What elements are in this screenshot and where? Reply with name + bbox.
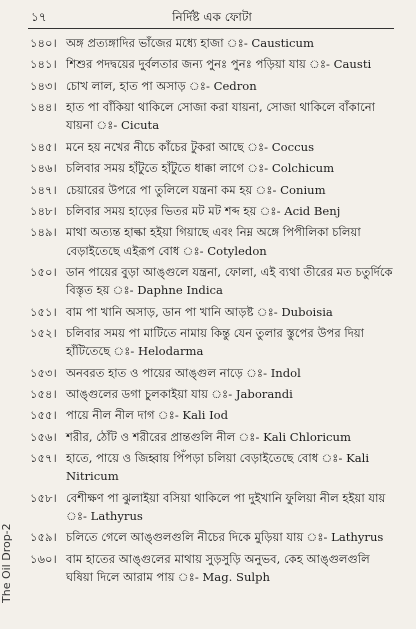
remedy-entry xyxy=(30,303,398,321)
entry-number: ১৫১। xyxy=(30,304,57,319)
remedy-entry xyxy=(30,77,398,95)
entry-number: ১৫২। xyxy=(30,325,57,340)
remedy-entry xyxy=(30,324,398,360)
entry-text: মাথা অত্যন্ত হাল্কা হইয়া গিয়াছে এবং নিম্ন অঙ্গে পিপীলিকা চলিয়া বেড়াইতেছে এইরূপ বোধ ঃ- Cotyledon xyxy=(66,225,361,258)
entry-number: ১৫৮। xyxy=(30,490,57,505)
remedy-entry xyxy=(30,181,398,199)
entry-number: ১৫৬। xyxy=(30,429,57,444)
page-number: ১৭ xyxy=(31,10,47,24)
entry-text: চলিবার সময় হাঁটুতে হাঁটুতে ধাক্কা লাগে ঃ- Colchicum xyxy=(66,161,335,176)
remedy-entry xyxy=(30,138,398,156)
remedy-entry xyxy=(30,98,398,134)
entry-number: ১৪৫। xyxy=(30,139,57,154)
entry-number: ১৬০। xyxy=(30,551,57,566)
spine-text: The Oil Drop-2 xyxy=(0,523,13,603)
entry-number: ১৪৮। xyxy=(30,203,57,218)
entry-text: অনবরত হাত ও পায়ের আঙ্গুল নাড়ে ঃ- Indol xyxy=(66,365,301,380)
entry-text: চলিতে গেলে আঙ্গুলগুলি নীচের দিকে মুড়িয়া যায় ঃ- Lathyrus xyxy=(66,530,384,545)
entry-text: বাম পা খানি অসাড়, ডান পা খানি আড়ষ্ট ঃ- Duboisia xyxy=(66,304,333,319)
entry-number: ১৪১। xyxy=(30,57,57,72)
remedy-entry xyxy=(30,263,398,299)
entry-number: ১৫৫। xyxy=(30,408,57,423)
remedy-entry xyxy=(30,364,398,382)
entry-number: ১৪৪। xyxy=(30,100,57,115)
entry-text: পায়ে নীল নীল দাগ ঃ- Kali Iod xyxy=(66,408,229,423)
entry-text: মনে হয় নখের নীচে কাঁচের টুকরা আছে ঃ- Coccus xyxy=(66,139,315,154)
remedy-entry xyxy=(30,34,398,52)
entry-text: চলিবার সময় পা মাটিতে নামায় কিন্তু যেন তুলার স্তুপের উপর দিয়া হাঁটিতেছে ঃ- Helodarma xyxy=(66,325,365,359)
entry-text: আঙ্গুলের ডগা চুলকাইয়া যায় ঃ- Jaborandi xyxy=(66,386,293,401)
entry-text: অঙ্গ প্রত্যঙ্গাদির ভাঁজের মধ্যে হাজা ঃ- Causticum xyxy=(66,36,314,50)
entry-text: ডান পায়ের বুড়া আঙ্গুলে যন্ত্রনা, ফোলা, এই ব্যথা তীরের মত চতুর্দিকে বিস্তৃত হয় ঃ- Daphne Indica xyxy=(66,264,393,298)
entry-number: ১৪৬। xyxy=(30,161,57,176)
entry-text: চেয়ারের উপরে পা তুলিলে যন্ত্রনা কম হয় ঃ- Conium xyxy=(66,182,326,197)
remedy-entry xyxy=(30,449,398,485)
remedy-entry xyxy=(30,489,398,525)
entry-text: চোখ লাল, হাত পা অসাড় ঃ- Cedron xyxy=(66,78,257,93)
remedy-entry xyxy=(30,528,398,546)
entry-number: ১৫৯। xyxy=(30,530,57,545)
remedy-entry xyxy=(30,159,398,177)
entry-text: হাতে, পায়ে ও জিহ্বায় পিঁপড়া চলিয়া বেড়াইতেছে বোধ ঃ- Kali Nitricum xyxy=(66,451,370,484)
entry-number: ১৪৭। xyxy=(30,182,57,197)
entry-number: ১৫০। xyxy=(30,264,57,279)
remedy-entry xyxy=(30,550,398,586)
remedy-entry xyxy=(30,202,398,220)
remedy-entry xyxy=(30,428,398,446)
entry-text: বাম হাতের আঙ্গুলের মাথায় সুড়সুড়ি অনুভব, কেহ আঙ্গুলগুলি ঘষিয়া দিলে আরাম পায় ঃ- Mag. Sulph xyxy=(66,551,370,584)
entry-text: শিশুর পদদ্বয়ের দুর্বলতার জন্য পুনঃ পুনঃ পড়িয়া যায় ঃ- Causti xyxy=(66,57,372,72)
entry-text: শরীর, ঠোঁট ও শরীরের প্রান্তগুলি নীল ঃ- Kali Chloricum xyxy=(66,429,351,444)
page-header xyxy=(28,9,396,27)
entry-number: ১৫৭। xyxy=(30,451,57,466)
remedy-entry xyxy=(30,55,398,73)
entry-text: হাত পা বাঁকিয়া থাকিলে সোজা করা যায়না, সোজা থাকিলে বাঁকানো যায়না ঃ- Cicuta xyxy=(66,100,376,133)
entry-text: চলিবার সময় হাড়ের ভিতর মট মট শব্দ হয় ঃ- Acid Benj xyxy=(66,203,341,218)
remedy-list xyxy=(30,34,398,589)
running-title: নির্দিষ্ট এক ফোটা xyxy=(172,10,252,24)
header-rule xyxy=(28,28,394,29)
entry-number: ১৫৩। xyxy=(30,365,57,380)
entry-number: ১৫৪। xyxy=(30,386,57,401)
remedy-entry xyxy=(30,406,398,424)
entry-number: ১৪০। xyxy=(30,36,57,50)
entry-number: ১৪৩। xyxy=(30,78,57,93)
entry-text: বেশীক্ষণ পা ঝুলাইয়া বসিয়া থাকিলে পা দুইখানি ফুলিয়া নীল হইয়া যায় ঃ- Lathyrus xyxy=(66,490,386,523)
remedy-entry xyxy=(30,223,398,259)
remedy-entry xyxy=(30,385,398,403)
entry-number: ১৪৯। xyxy=(30,225,57,240)
